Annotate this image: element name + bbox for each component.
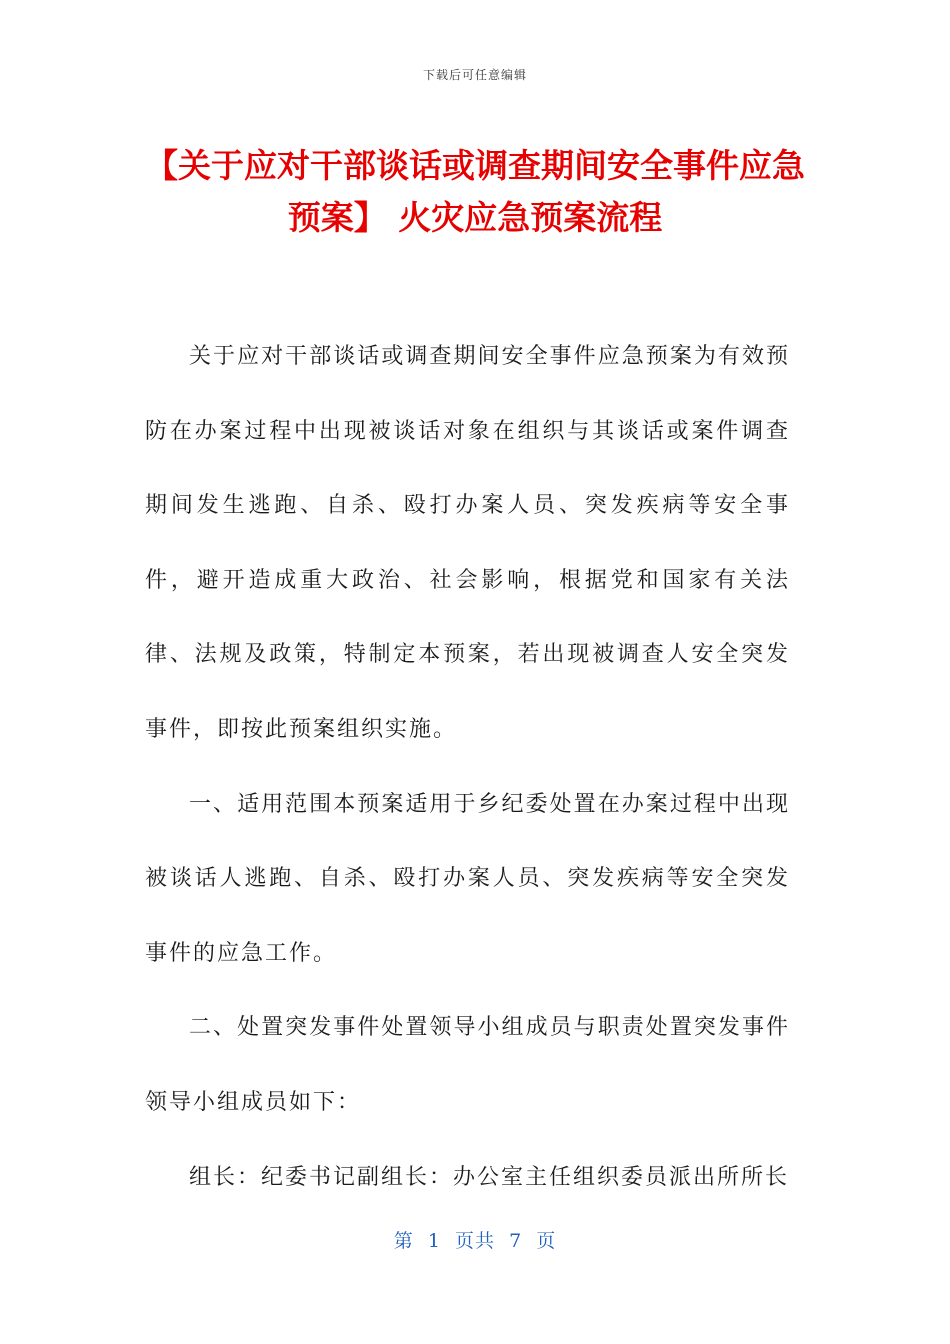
paragraph-members: 组长：纪委书记副组长：办公室主任组织委员派出所所长 (189, 1164, 790, 1190)
paragraph-leadership: 二、处置突发事件处置领导小组成员与职责处置突发事件领导小组成员如下： (145, 1015, 790, 1115)
page-number: 第 1 页共 7 页 (393, 1230, 557, 1252)
document-body (145, 320, 790, 1215)
document-title: 【关于应对干部谈话或调查期间安全事件应急预案】 火灾应急预案流程 (145, 146, 805, 237)
paragraph-intro: 关于应对干部谈话或调查期间安全事件应急预案为有效预防在办案过程中出现被谈话对象在组织与其谈话或案件调查期间发生逃跑、自杀、殴打办案人员、突发疾病等安全事件，避开造成重大政治、社会影响，根据党和国家有关法律、法规及政策，特制定本预案，若出现被调查人安全突发事件，即按此预案组织实施。 (145, 344, 790, 742)
header-note: 下载后可任意编辑 (422, 68, 527, 82)
paragraph-scope: 一、适用范围本预案适用于乡纪委处置在办案过程中出现被谈话人逃跑、自杀、殴打办案人员、突发疾病等安全突发事件的应急工作。 (145, 791, 790, 966)
